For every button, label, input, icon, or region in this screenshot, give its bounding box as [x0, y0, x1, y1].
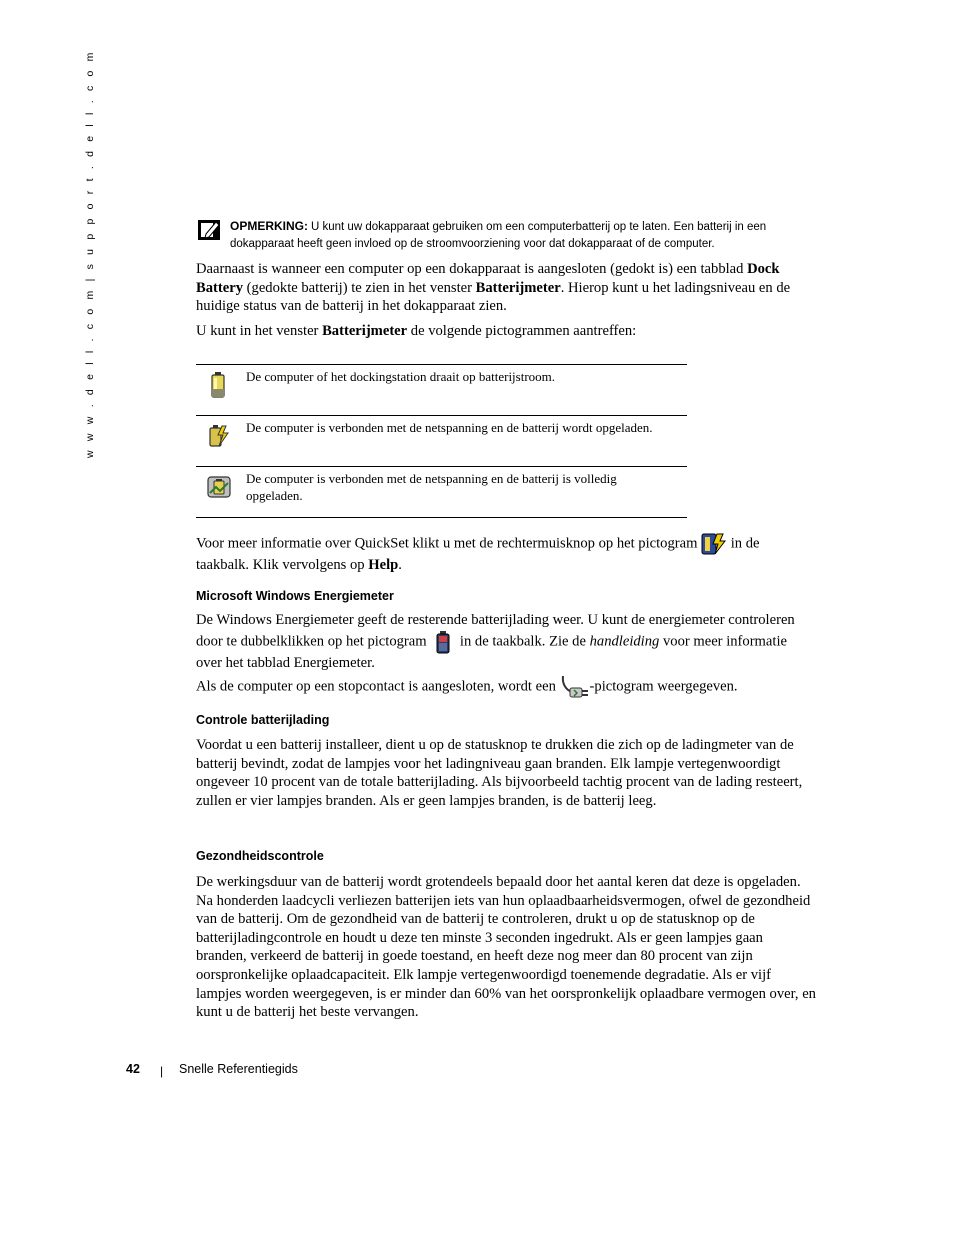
table-row — [196, 365, 687, 415]
energiemeter-text-2: in de taakbalk. Zie de — [456, 632, 590, 649]
help-term: Help — [368, 557, 399, 573]
sidebar-url: w w w . d e l l . c o m | s u p p o r t . d e l l . c o m — [84, 49, 96, 458]
battery-meter-term-2: Batterijmeter — [322, 323, 408, 339]
ac-plug-paragraph — [196, 674, 816, 700]
ac-plug-text-1: Als de computer op een stopcontact is aangesloten, wordt een — [196, 678, 560, 695]
intro-text-1: Daarnaast is wanneer een computer op een dokapparaat is aangesloten (gedokt is) een tabblad — [196, 261, 748, 277]
gezondheid-paragraph: De werkingsduur van de batterij wordt grotendeels bepaald door het aantal keren dat deze is opgeladen. Na honderden laadcycli verliezen batterijen iets van hun oplaadbaarheidsvermogen, ofwel de gezondheid van de batterij. Om de gezondheid van de batterij te controleren, drukt u op de statusknop op de batterijladingcontrole en houdt u deze ten minste 3 seconden ingedrukt. Als er geen lampjes gaan branden, verkeerd de batterij in goede toestand, en heeft deze nog meer dan 80 procent van zijn oorspronkelijke oplaadcapaciteit. Elk lampje vertegenwoordigd toenemende degradatie. Als er vijf lampjes worden weergegeven, is er minder dan 60% van het oorspronkelijk oplaadbare vermogen over, en kunt u de batterij het beste vervangen. — [196, 874, 816, 1021]
icons-intro-text-2: de volgende pictogrammen aantreffen: — [407, 323, 637, 339]
quickset-text-1: Voor meer informatie over QuickSet klikt u met de rechtermuisknop op het pictogram — [196, 535, 702, 552]
table-row-text: De computer of het dockingstation draait op batterijstroom. — [246, 369, 556, 384]
ac-plug-text-2: -pictogram weergegeven. — [589, 678, 738, 695]
quickset-text-2: in de taakbalk. Klik vervolgens op — [196, 535, 760, 573]
section-heading-controle: Controle batterijlading — [196, 713, 330, 727]
battery-plug-full-icon — [206, 473, 232, 501]
icons-intro-paragraph — [196, 322, 816, 341]
energiemeter-text-3: voor meer informatie over het tabblad Energiemeter. — [196, 632, 787, 671]
icon-table — [196, 364, 687, 518]
dock-battery-term: Dock Battery — [196, 261, 780, 296]
section-heading-energiemeter: Microsoft Windows Energiemeter — [196, 589, 394, 603]
ac-plug-icon — [560, 674, 590, 700]
battery-charging-icon — [206, 422, 232, 450]
table-row — [196, 466, 687, 517]
battery-icon — [206, 371, 232, 399]
intro-text-3: . Hierop kunt u het ladingsniveau en de huidige status van de batterij in het dokapparaat zien. — [196, 279, 791, 315]
energiemeter-text-1: De Windows Energiemeter geeft de resterende batterijlading weer. U kunt de energiemeter controleren door te dubbelklikken op het pictogram — [196, 612, 795, 649]
controle-paragraph: Voordat u een batterij installeer, dient u op de statusknop te drukken die zich op de ladingmeter van de batterij bevindt, zodat de lampjes voor het ladingniveau gaan branden. Elk lampje vertegenwoordigt ongeveer 10 procent van de totale batterijlading. Als bijvoorbeeld tachtig procent van de lading resteert, zullen er vier lampjes branden. Als er geen lampjes branden, is de batterij leeg. — [196, 737, 803, 809]
quickset-text-3: . — [398, 557, 402, 573]
intro-paragraph — [196, 260, 816, 316]
table-row-text: De computer is verbonden met de netspanning en de batterij wordt opgeladen. — [246, 420, 653, 435]
table-row-text: De computer is verbonden met de netspanning en de batterij is volledig opgeladen. — [246, 471, 617, 503]
quickset-icon — [701, 532, 727, 556]
quickset-paragraph — [196, 532, 816, 575]
icons-intro-text-1: U kunt in het venster — [196, 323, 323, 339]
note-block — [196, 218, 816, 253]
note-text: U kunt uw dokapparaat gebruiken om een computerbatterij op te laten. Een batterij in een dokapparaat heeft geen invloed op de stroomvoorziening voor dat dokapparaat of de computer. — [230, 221, 767, 250]
energiemeter-paragraph — [196, 611, 816, 672]
handleiding-term: handleiding — [589, 632, 660, 649]
table-row — [196, 415, 687, 466]
note-label: OPMERKING: — [230, 219, 308, 233]
footer-separator: | — [160, 1064, 164, 1078]
power-meter-battery-icon — [430, 630, 456, 654]
note-pencil-icon — [198, 220, 220, 240]
intro-text-2: (gedokte batterij) te zien in het venster — [243, 279, 476, 296]
section-heading-gezondheid: Gezondheidscontrole — [196, 849, 324, 863]
battery-meter-term: Batterijmeter — [475, 279, 561, 296]
page-number: 42 — [126, 1062, 140, 1076]
footer-title: Snelle Referentiegids — [179, 1062, 298, 1076]
